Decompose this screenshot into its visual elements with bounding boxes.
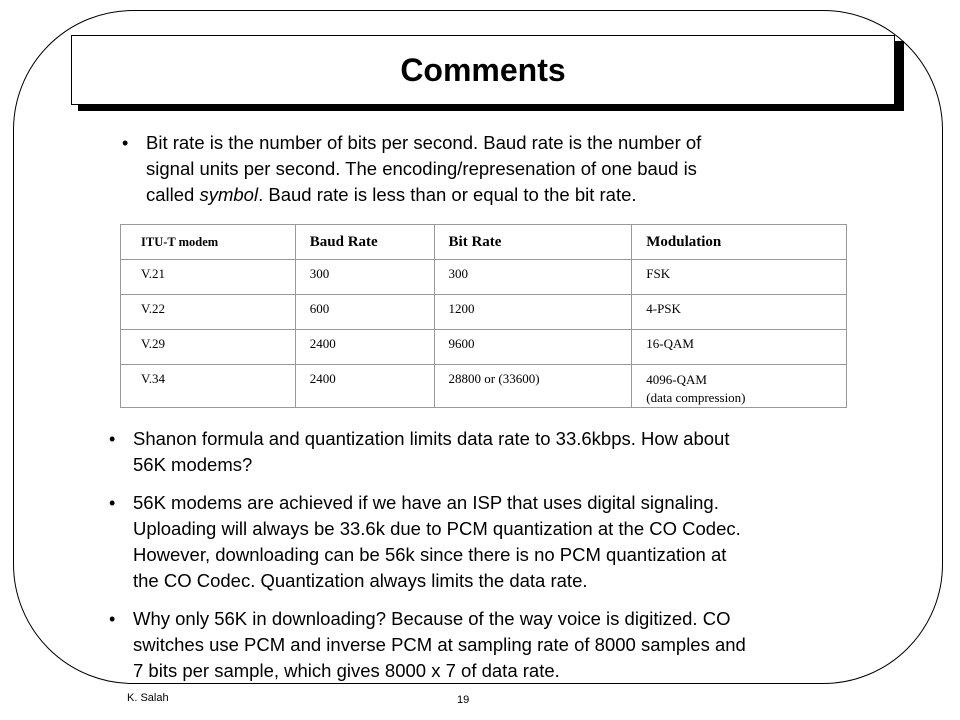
- table-cell: 2400: [295, 330, 434, 365]
- bullet-dot: •: [109, 609, 116, 629]
- bullet-line: 56K modems are achieved if we have an ISP that uses digital signaling.: [133, 492, 719, 513]
- bullet-line: 7 bits per sample, which gives 8000 x 7 of data rate.: [133, 660, 560, 681]
- page-title: Comments: [400, 51, 566, 88]
- bullet-dot: •: [109, 493, 116, 513]
- footer-author: K. Salah: [127, 692, 169, 704]
- bullet-shanon: [109, 426, 853, 478]
- header-baud-rate: Baud Rate: [295, 225, 434, 260]
- table-cell-v34-modulation: [632, 365, 847, 408]
- table-cell: 9600: [434, 330, 632, 365]
- table-cell: V.21: [121, 260, 296, 295]
- bullet-line: . Baud rate is less than or equal to the bit rate.: [258, 184, 637, 205]
- modulation-note: (data compression): [646, 390, 746, 405]
- bullet-line: signal units per second. The encoding/represenation of one baud is: [146, 158, 697, 179]
- page-number: 19: [457, 694, 470, 706]
- table-row: [121, 365, 847, 408]
- modulation-value: 4096-QAM: [646, 372, 707, 387]
- bullet-line: the CO Codec. Quantization always limits the data rate.: [133, 570, 588, 591]
- emphasis-symbol: symbol: [199, 184, 259, 205]
- table-cell: FSK: [632, 260, 847, 295]
- table-cell: 2400: [295, 365, 434, 408]
- bullet-line: Why only 56K in downloading? Because of the way voice is digitized. CO: [133, 608, 731, 629]
- bullet-56k-modems: [109, 490, 853, 594]
- table-cell: 1200: [434, 295, 632, 330]
- bullet-line: 56K modems?: [133, 454, 253, 475]
- bullet-line: Shanon formula and quantization limits data rate to 33.6kbps. How about: [133, 428, 730, 449]
- bullet-line: However, downloading can be 56k since there is no PCM quantization at: [133, 544, 727, 565]
- table-row: [121, 295, 847, 330]
- table-row: [121, 330, 847, 365]
- table-cell: V.22: [121, 295, 296, 330]
- title-box: [71, 35, 895, 105]
- table-header-row: [121, 225, 847, 260]
- header-itu-t-modem: ITU-T modem: [121, 225, 296, 260]
- bullet-line: called: [146, 184, 200, 205]
- table-cell: 300: [434, 260, 632, 295]
- header-modulation: Modulation: [632, 225, 847, 260]
- bullet-line: switches use PCM and inverse PCM at sampling rate of 8000 samples and: [133, 634, 746, 655]
- bullet-dot: •: [122, 133, 129, 153]
- modem-table: [120, 224, 847, 408]
- bullet-bit-rate: [122, 130, 826, 208]
- table-cell: 28800 or (33600): [434, 365, 632, 408]
- bullet-line: Bit rate is the number of bits per second. Baud rate is the number of: [146, 132, 702, 153]
- bullet-dot: •: [109, 429, 116, 449]
- bullet-why-56k: [109, 606, 853, 684]
- header-bit-rate: Bit Rate: [434, 225, 632, 260]
- table-cell: 4-PSK: [632, 295, 847, 330]
- table-cell: V.34: [121, 365, 296, 408]
- table-cell: V.29: [121, 330, 296, 365]
- table-cell: 600: [295, 295, 434, 330]
- bullet-line: Uploading will always be 33.6k due to PCM quantization at the CO Codec.: [133, 518, 741, 539]
- table-cell: 300: [295, 260, 434, 295]
- table-cell: 16-QAM: [632, 330, 847, 365]
- table-row: [121, 260, 847, 295]
